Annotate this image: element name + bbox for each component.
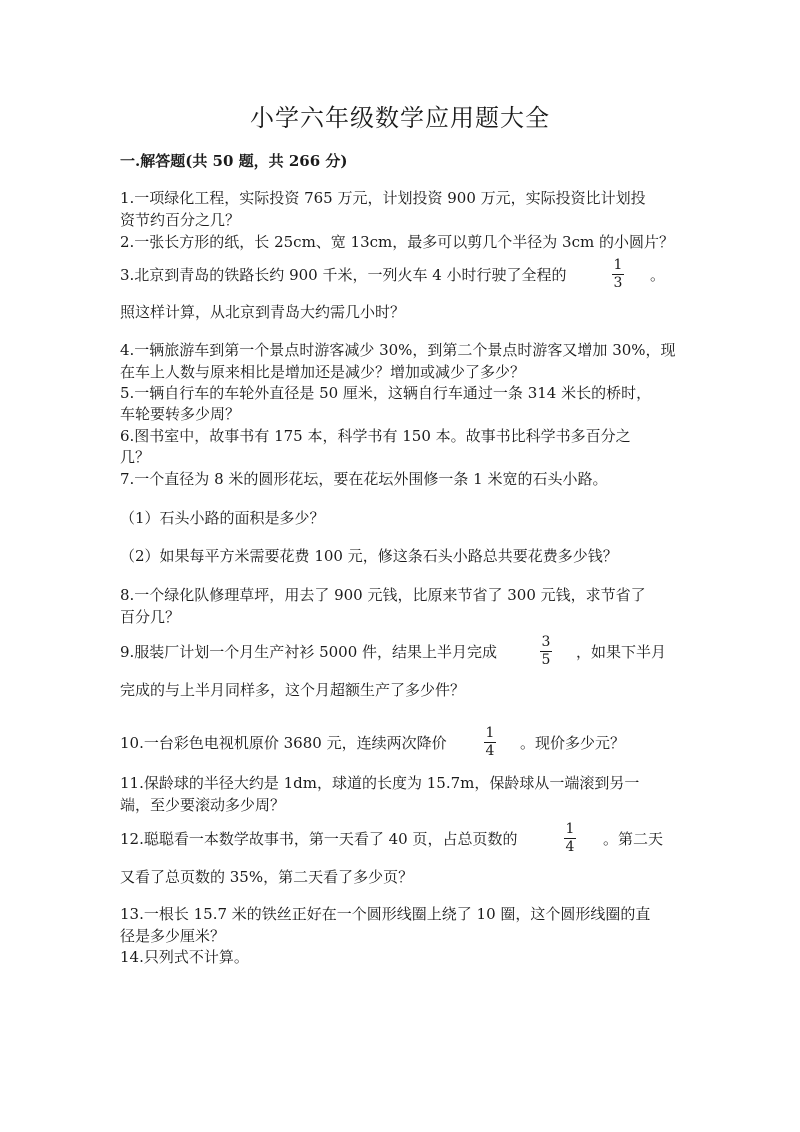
q7-sub-1: （1）石头小路的面积是多少？ <box>120 509 325 527</box>
q14-line-1: 14.只列式不计算。 <box>120 948 249 966</box>
q5-line-2: 车轮要转多少周？ <box>120 405 241 423</box>
fraction-denominator: 3 <box>613 275 623 291</box>
q10-tail: 。现价多少元？ <box>520 734 626 752</box>
q3-tail: 。 <box>650 266 666 284</box>
q12-tail: 。第二天 <box>603 830 664 848</box>
q11-line-1: 11.保龄球的半径大约是 1dm，球道的长度为 15.7m，保龄球从一端滚到另一 <box>120 774 640 792</box>
q8-line-1: 8.一个绿化队修理草坪，用去了 900 元钱，比原来节省了 300 元钱，求节省了 <box>120 586 646 604</box>
fraction-numerator: 3 <box>541 634 551 650</box>
fraction-denominator: 4 <box>485 743 495 759</box>
fraction-denominator: 4 <box>565 839 575 855</box>
q1-line-1: 1.一项绿化工程，实际投资 765 万元，计划投资 900 万元，实际投资比计划投 <box>120 189 646 207</box>
page-title: 小学六年级数学应用题大全 <box>250 104 550 132</box>
q4-line-1: 4.一辆旅游车到第一个景点时游客减少 30%，到第二个景点时游客又增加 30%，现 <box>120 341 676 359</box>
q8-line-2: 百分几？ <box>120 608 181 626</box>
q9-tail: ，如果下半月 <box>576 643 667 661</box>
q5-line-1: 5.一辆自行车的车轮外直径是 50 厘米，这辆自行车通过一条 314 米长的桥时， <box>120 384 652 402</box>
q12-fraction <box>562 822 578 855</box>
q9-fraction <box>538 635 554 668</box>
section-heading: 一.解答题(共 50 题，共 266 分) <box>120 152 348 170</box>
q6-line-1: 6.图书室中，故事书有 175 本，科学书有 150 本。故事书比科学书多百分之 <box>120 427 631 445</box>
q10-line-1: 10.一台彩色电视机原价 3680 元，连续两次降价 <box>120 734 447 752</box>
q4-line-2: 在车上人数与原来相比是增加还是减少？增加或减少了多少？ <box>120 363 526 381</box>
q9-line-2: 完成的与上半月同样多，这个月超额生产了多少件？ <box>120 681 466 699</box>
q2-line-1: 2.一张长方形的纸，长 25cm、宽 13cm，最多可以剪几个半径为 3cm 的小圆片？ <box>120 233 674 251</box>
q12-line-2: 又看了总页数的 35%，第二天看了多少页？ <box>120 868 414 886</box>
q13-line-2: 径是多少厘米？ <box>120 927 226 945</box>
q3-line-2: 照这样计算，从北京到青岛大约需几小时？ <box>120 303 406 321</box>
q12-line-1: 12.聪聪看一本数学故事书，第一天看了 40 页，占总页数的 <box>120 830 518 848</box>
q10-fraction <box>482 726 498 759</box>
q7-sub-2: （2）如果每平方米需要花费 100 元，修这条石头小路总共要花费多少钱？ <box>120 547 618 565</box>
fraction-numerator: 1 <box>485 725 495 741</box>
q3-fraction <box>610 258 626 291</box>
q3-line-1: 3.北京到青岛的铁路长约 900 千米，一列火车 4 小时行驶了全程的 <box>120 266 567 284</box>
q11-line-2: 端，至少要滚动多少周？ <box>120 796 286 814</box>
q9-line-1: 9.服装厂计划一个月生产衬衫 5000 件，结果上半月完成 <box>120 643 498 661</box>
fraction-numerator: 1 <box>565 821 575 837</box>
q6-line-2: 几？ <box>120 448 151 466</box>
q1-line-2: 资节约百分之几？ <box>120 211 241 229</box>
fraction-denominator: 5 <box>541 652 551 668</box>
q7-line-1: 7.一个直径为 8 米的圆形花坛，要在花坛外围修一条 1 米宽的石头小路。 <box>120 470 608 488</box>
fraction-numerator: 1 <box>613 257 623 273</box>
q13-line-1: 13.一根长 15.7 米的铁丝正好在一个圆形线圈上绕了 10 圈，这个圆形线圈的直 <box>120 905 651 923</box>
